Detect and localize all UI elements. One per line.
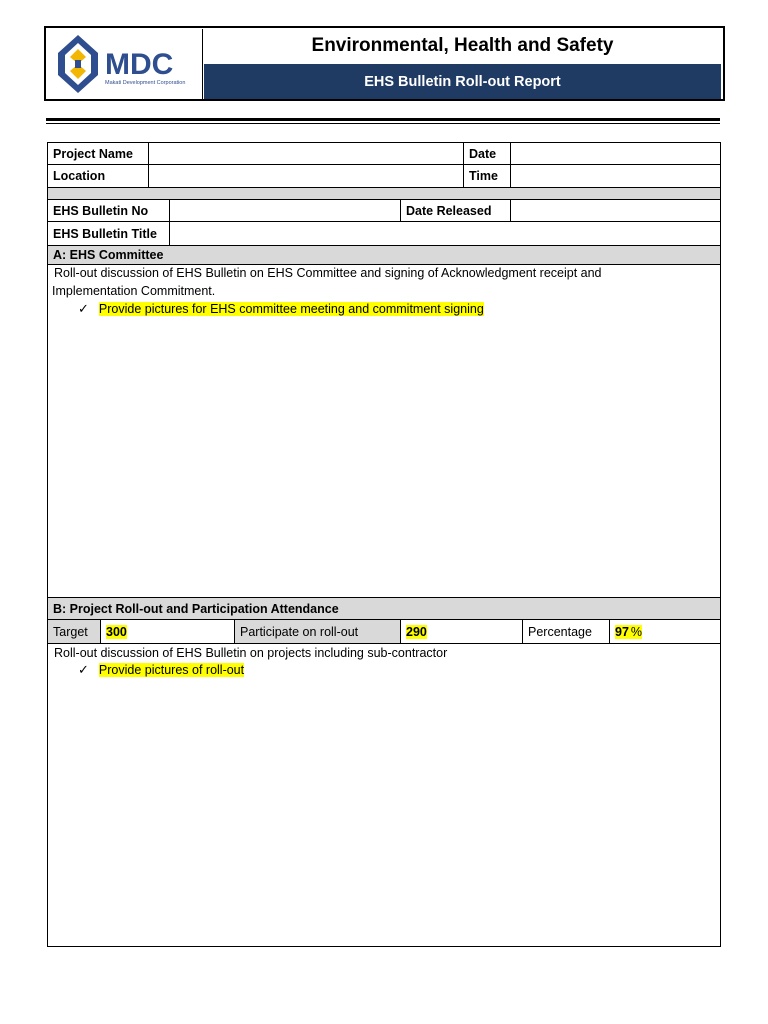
report-subtitle: EHS Bulletin Roll-out Report — [204, 64, 721, 99]
section-a-description-line2: Implementation Commitment. — [52, 284, 216, 298]
location-label: Location — [47, 164, 149, 188]
date-label: Date — [463, 142, 511, 165]
section-b-checklist-item — [78, 662, 244, 678]
target-field[interactable] — [100, 619, 235, 644]
section-a-heading: A: EHS Committee — [47, 245, 721, 265]
report-title: Environmental, Health and Safety — [311, 35, 614, 56]
time-label: Time — [463, 164, 511, 188]
section-a-body[interactable] — [47, 264, 721, 598]
svg-text:MDC: MDC — [105, 48, 174, 81]
time-field[interactable] — [510, 164, 721, 188]
percentage-field[interactable] — [609, 619, 721, 644]
company-logo — [47, 29, 203, 99]
section-a-checklist-text: Provide pictures for EHS committee meeting and commitment signing — [98, 302, 484, 316]
percentage-value: 97 — [615, 624, 629, 639]
logo-tagline: Makati Development Corporation — [105, 80, 186, 86]
date-field[interactable] — [510, 142, 721, 165]
bulletin-title-field[interactable] — [169, 221, 721, 246]
participate-field[interactable] — [400, 619, 523, 644]
section-a-checklist-item — [78, 301, 484, 317]
section-b-heading: B: Project Roll-out and Participation Attendance — [47, 597, 721, 620]
target-value: 300 — [106, 624, 127, 639]
bulletin-no-field[interactable] — [169, 199, 401, 222]
percentage-unit: % — [630, 624, 643, 639]
mdc-logo-icon — [51, 31, 201, 97]
participate-label: Participate on roll-out — [234, 619, 401, 644]
header-divider-thin — [46, 123, 720, 124]
participate-value: 290 — [406, 624, 427, 639]
section-b-description: Roll-out discussion of EHS Bulletin on projects including sub-contractor — [54, 646, 448, 660]
project-name-label: Project Name — [47, 142, 149, 165]
bulletin-title-label: EHS Bulletin Title — [47, 221, 170, 246]
section-a-description-line1: Roll-out discussion of EHS Bulletin on EHS Committee and signing of Acknowledgment receipt and — [54, 266, 602, 280]
check-icon: ✓ — [78, 301, 89, 316]
section-b-checklist-text: Provide pictures of roll-out — [98, 663, 245, 677]
project-name-field[interactable] — [148, 142, 464, 165]
target-label: Target — [47, 619, 101, 644]
date-released-field[interactable] — [510, 199, 721, 222]
section-b-body[interactable] — [47, 643, 721, 947]
bulletin-no-label: EHS Bulletin No — [47, 199, 170, 222]
location-field[interactable] — [148, 164, 464, 188]
check-icon: ✓ — [78, 662, 89, 677]
date-released-label: Date Released — [400, 199, 511, 222]
percentage-label: Percentage — [522, 619, 610, 644]
header-divider — [46, 118, 720, 121]
